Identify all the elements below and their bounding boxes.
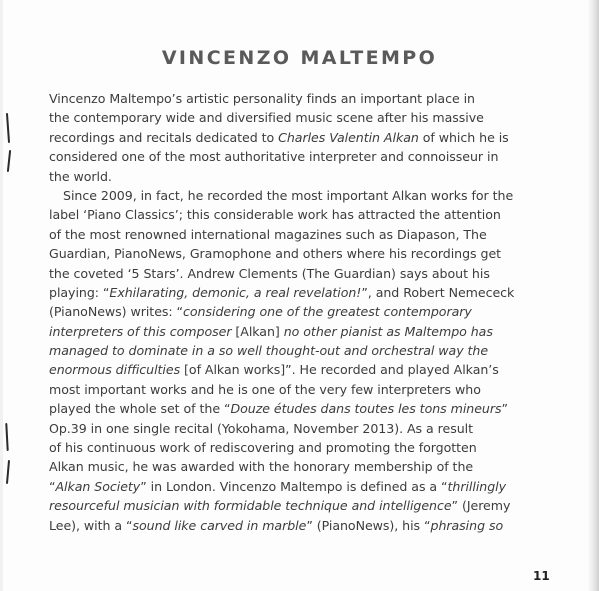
text-line [49, 147, 559, 166]
italic-text: Exhilarating, demonic, a real revelation! [109, 284, 362, 300]
text-run: the coveted ‘5 Stars’. Andrew Clements (The Guardian) says about his [49, 265, 490, 281]
text-run: Since 2009, in fact, he recorded the most important Alkan works for the [63, 187, 514, 203]
text-line [49, 496, 559, 515]
text-run: the world. [49, 168, 112, 184]
text-run: the contemporary wide and diversified music scene after his massive [49, 110, 484, 126]
text-line [49, 244, 559, 263]
text-run: [Alkan] [231, 323, 284, 339]
text-run: playing: “ [49, 284, 110, 300]
page-number: 11 [533, 569, 550, 583]
text-line [49, 457, 559, 476]
text-line [49, 283, 559, 302]
text-run: ” (PianoNews), his “ [306, 517, 431, 533]
margin-pen-mark [5, 423, 8, 451]
italic-text: phrasing so [430, 517, 504, 533]
text-line [49, 341, 559, 360]
text-run: of the most renowned international magazines such as Diapason, The [49, 226, 487, 242]
text-run: most important works and he is one of the very few interpreters who [49, 381, 481, 397]
page-right-edge [587, 0, 599, 591]
text-run: Op.39 in one single recital (Yokohama, November 2013). As a result [49, 420, 473, 436]
text-line [49, 108, 559, 127]
biography-text [49, 89, 559, 535]
italic-text: managed to dominate in a so well thought-out and orchestral way the [49, 343, 489, 359]
text-line [49, 516, 559, 535]
text-run: Alkan music, he was awarded with the honorary membership of the [49, 459, 474, 475]
text-line [49, 322, 559, 341]
italic-text: sound like carved in marble [132, 517, 307, 533]
text-run: ”, and Robert Nemececk [361, 284, 515, 300]
text-run: considered one of the most authoritative interpreter and connoisseur in [49, 149, 499, 165]
page-title: VINCENZO MALTEMPO [161, 47, 438, 69]
text-line [49, 186, 559, 205]
italic-text: Charles Valentin Alkan [278, 129, 419, 145]
text-run: Vincenzo Maltempo’s artistic personality finds an important place in [49, 91, 475, 106]
italic-text: interpreters of this composer [49, 323, 232, 339]
text-run: recordings and recitals dedicated to [49, 129, 279, 145]
text-run: Lee), with a “ [49, 517, 133, 533]
text-line [49, 89, 559, 108]
italic-text: resourceful musician with formidable technique and intelligence [49, 498, 452, 514]
text-run: played the whole set of the “ [49, 401, 231, 417]
text-line [49, 128, 559, 147]
text-run: label ‘Piano Classics’; this considerable work has attracted the attention [49, 207, 501, 223]
text-line [49, 205, 559, 224]
text-run: Guardian, PianoNews, Gramophone and others where his recordings get [49, 246, 502, 262]
margin-pen-mark [7, 150, 11, 172]
page-left-edge [0, 0, 3, 591]
italic-text: considering one of the greatest contemporary [183, 304, 472, 320]
text-run: ” in London. Vincenzo Maltempo is defined as a “ [140, 478, 448, 494]
text-line [49, 419, 559, 438]
margin-pen-mark [6, 113, 10, 143]
text-line [49, 399, 559, 418]
italic-text: Alkan Society [55, 478, 141, 494]
text-run: ” [501, 401, 508, 417]
text-line [49, 225, 559, 244]
italic-text: enormous difficulties [49, 362, 181, 378]
text-run: (PianoNews) writes: “ [49, 304, 184, 320]
text-run: of which he is [418, 129, 509, 145]
text-line [49, 438, 559, 457]
text-line [49, 167, 559, 186]
margin-pen-mark [6, 460, 10, 484]
text-line [49, 264, 559, 283]
text-line [49, 477, 559, 496]
text-run: of his continuous work of rediscovering and promoting the forgotten [49, 440, 477, 456]
text-line [49, 302, 559, 321]
italic-text: thrillingly [447, 478, 507, 494]
text-line [49, 360, 559, 379]
text-run: [of Alkan works]”. He recorded and played Alkan’s [180, 362, 499, 378]
text-run: “ [49, 478, 56, 494]
text-line [49, 380, 559, 399]
italic-text: no other pianist as Maltempo has [283, 323, 493, 339]
italic-text: Douze études dans toutes les tons mineurs [230, 401, 502, 417]
text-run: ” (Jeremy [451, 498, 511, 514]
